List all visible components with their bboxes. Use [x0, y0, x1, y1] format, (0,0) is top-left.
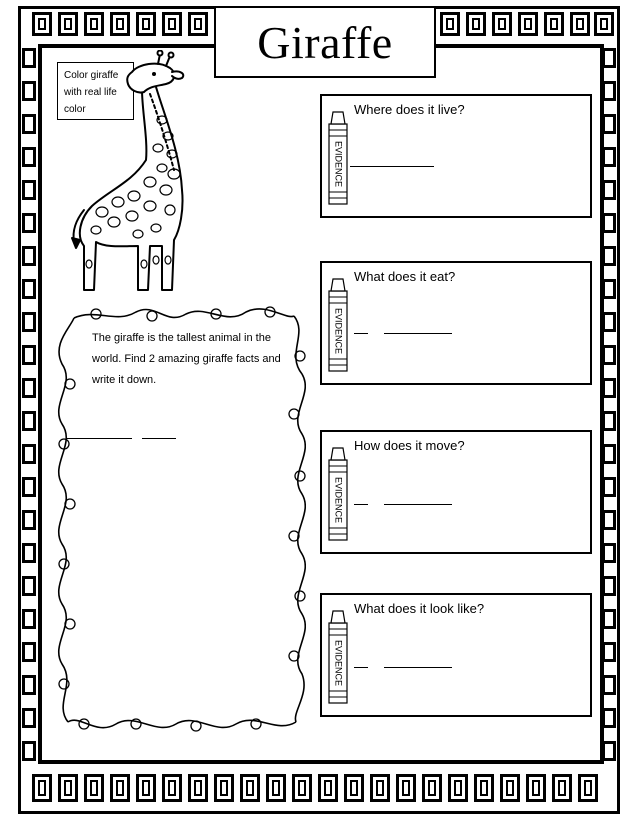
answer-line[interactable]	[384, 504, 452, 505]
answer-line[interactable]	[384, 667, 452, 668]
giraffe-illustration	[62, 50, 202, 300]
answer-line[interactable]	[350, 166, 434, 167]
question-box-look	[320, 593, 592, 717]
crayon-icon	[326, 446, 350, 546]
answer-line-short[interactable]	[354, 333, 368, 334]
question-box-live	[320, 94, 592, 218]
facts-write-line[interactable]	[66, 438, 132, 439]
crayon-label: EVIDENCE	[333, 476, 344, 524]
question-text: Where does it live?	[354, 102, 465, 117]
facts-write-line-short[interactable]	[142, 438, 176, 439]
question-text: How does it move?	[354, 438, 465, 453]
answer-line-short[interactable]	[354, 667, 368, 668]
question-text: What does it look like?	[354, 601, 485, 616]
page-title: Giraffe	[257, 16, 393, 68]
crayon-label: EVIDENCE	[333, 639, 344, 687]
question-text: What does it eat?	[354, 269, 456, 284]
answer-line-short[interactable]	[354, 504, 368, 505]
crayon-icon	[326, 277, 350, 377]
title-box	[214, 6, 436, 78]
color-instruction: Color giraffe with real life color	[57, 62, 134, 120]
crayon-label: EVIDENCE	[333, 307, 344, 355]
crayon-icon	[326, 609, 350, 709]
crayon-icon	[326, 110, 350, 210]
answer-line[interactable]	[384, 333, 452, 334]
crayon-label: EVIDENCE	[333, 140, 344, 188]
question-box-eat	[320, 261, 592, 385]
question-box-move	[320, 430, 592, 554]
facts-prompt: The giraffe is the tallest animal in the world. Find 2 amazing giraffe facts and write it down.	[92, 332, 281, 386]
